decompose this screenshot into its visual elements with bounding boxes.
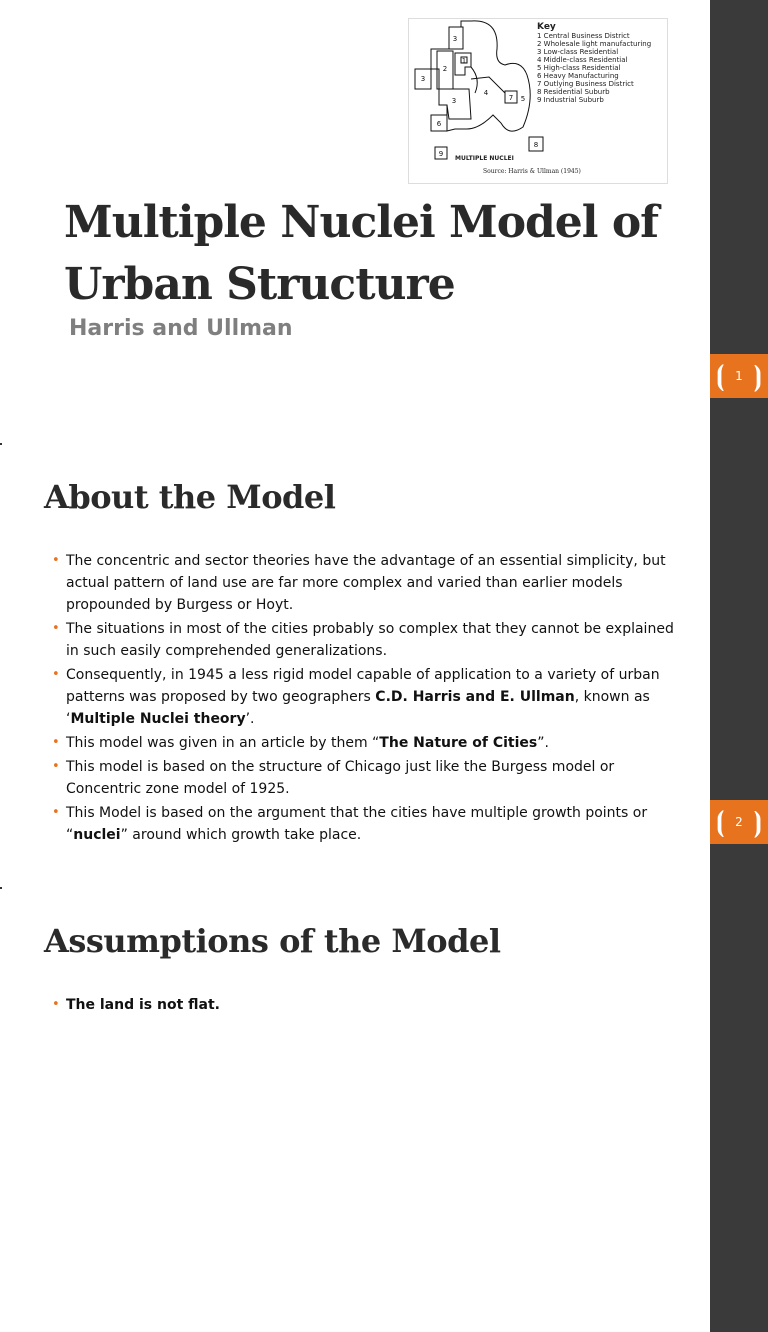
- bold-text: The land is not flat.: [66, 997, 220, 1013]
- division-line: [471, 67, 477, 93]
- slide-heading: Assumptions of the Model: [44, 922, 501, 960]
- key-item: 2 Wholesale light manufacturing: [537, 40, 652, 48]
- left-bracket-icon: ⦗: [715, 359, 726, 392]
- text-run: Consequently, in 1945 a less rigid model capable of application to a variety of urban patterns was proposed by two geographers: [66, 667, 660, 705]
- slide-3: [0, 888, 768, 1332]
- text-run: This Model is based on the argument that the cities have multiple growth points or “: [66, 805, 648, 843]
- key-item: 4 Middle-class Residential: [537, 56, 628, 64]
- bullet-item: [52, 756, 688, 800]
- left-bracket-icon: ⦗: [715, 805, 726, 838]
- zone-label: 3: [420, 75, 426, 83]
- bullet-item: [52, 802, 688, 846]
- bold-text: nuclei: [73, 827, 121, 843]
- zone-label: 6: [436, 120, 442, 128]
- diagram-caption: MULTIPLE NUCLEI: [455, 155, 514, 162]
- key-item: 8 Residential Suburb: [537, 88, 610, 96]
- slide-1: [0, 0, 768, 444]
- diagram-source: Source: Harris & Ullman (1945): [483, 168, 581, 175]
- key-item: 1 Central Business District: [537, 32, 630, 40]
- slide-separator: [0, 443, 2, 445]
- slide-sidebar: [710, 888, 768, 1332]
- multiple-nuclei-diagram: [408, 18, 668, 184]
- slide-separator: [0, 887, 2, 889]
- key-item: 3 Low-class Residential: [537, 48, 619, 56]
- bold-text: The Nature of Cities: [379, 735, 538, 751]
- bullet-item: [52, 550, 688, 616]
- bullet-item: [52, 994, 688, 1016]
- text-run: The concentric and sector theories have the advantage of an essential simplicity, but actual pattern of land use are far more complex and varied than earlier models propounded by Burgess or Hoyt.: [66, 553, 666, 613]
- text-run: , known as ‘: [66, 689, 650, 727]
- key-item: 6 Heavy Manufacturing: [537, 72, 619, 80]
- zone-label: 2: [442, 65, 448, 73]
- slide-number: 1: [735, 369, 743, 383]
- zone-label: 5: [520, 95, 526, 103]
- text-run: ”.: [537, 735, 549, 751]
- right-bracket-icon: ⦘: [752, 359, 763, 392]
- text-run: This model was given in an article by them “: [66, 735, 380, 751]
- bullet-item: [52, 664, 688, 730]
- slide-number-badge[interactable]: [710, 354, 768, 398]
- text-run: This model is based on the structure of Chicago just like the Burgess model or Concentric zone model of 1925.: [66, 759, 615, 797]
- bullet-list: [52, 550, 688, 848]
- bold-text: Multiple Nuclei theory: [70, 711, 246, 727]
- zone-label: 3: [452, 35, 458, 43]
- bullet-item: [52, 732, 688, 754]
- key-item: 5 High-class Residential: [537, 64, 621, 72]
- zone-label: 3: [451, 97, 457, 105]
- slide-number: 2: [735, 815, 743, 829]
- diagram-key: [537, 23, 651, 104]
- zone-label: 7: [508, 94, 514, 102]
- key-title: Key: [537, 22, 556, 32]
- zone-label: 9: [438, 150, 444, 158]
- zone-label: 1: [461, 57, 467, 65]
- slide-2: [0, 444, 768, 888]
- bullet-item: [52, 618, 688, 662]
- key-item: 9 Industrial Suburb: [537, 96, 604, 104]
- slide-number-badge[interactable]: [710, 800, 768, 844]
- right-bracket-icon: ⦘: [752, 805, 763, 838]
- text-run: ” around which growth take place.: [120, 827, 362, 843]
- bullet-list: [52, 994, 688, 1018]
- slide-title: Multiple Nuclei Model of Urban Structure: [64, 197, 659, 310]
- zone-label: 4: [483, 89, 489, 97]
- slide-heading: About the Model: [44, 478, 336, 516]
- slide-subtitle: Harris and Ullman: [69, 316, 293, 341]
- text-run: ’.: [245, 711, 255, 727]
- key-item: 7 Outlying Business District: [537, 80, 634, 88]
- text-run: The situations in most of the cities probably so complex that they cannot be explained in such easily comprehended generalizations.: [66, 621, 674, 659]
- zone-label: 8: [533, 141, 539, 149]
- bold-text: C.D. Harris and E. Ullman: [375, 689, 575, 705]
